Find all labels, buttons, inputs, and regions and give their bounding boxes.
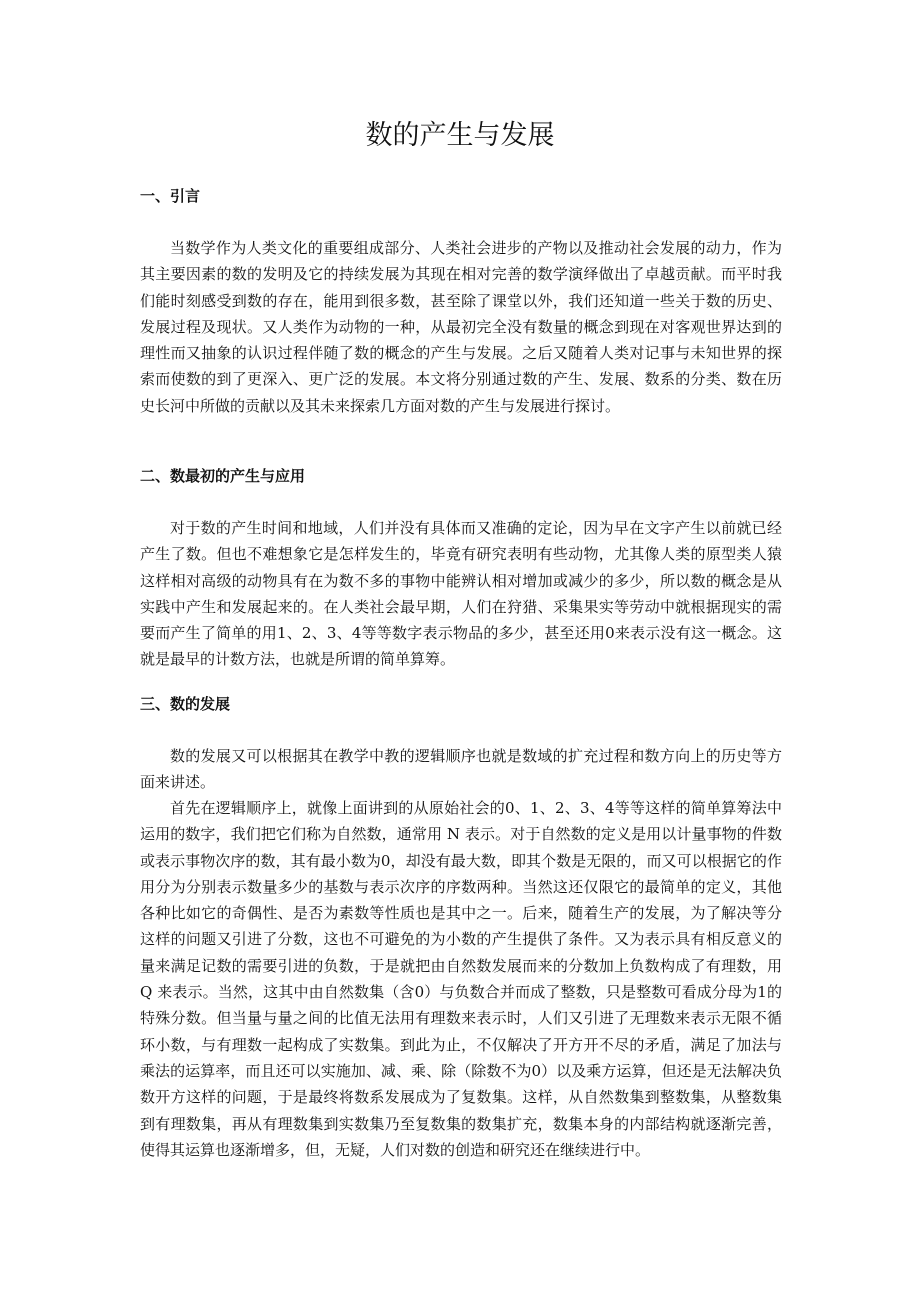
introduction-paragraph: 当数学作为人类文化的重要组成部分、人类社会进步的产物以及推动社会发展的动力，作为其主要因素的数的发明及它的持续发展为其现在相对完善的数学演绎做出了卓越贡献。而平时我们能时刻感受到数的存在，能用到很多数，甚至除了课堂以外，我们还知道一些关于数的历史、发展过程及现状。又人类作为动物的一种，从最初完全没有数量的概念到现在对客观世界达到的理性而又抽象的认识过程伴随了数的概念的产生与发展。之后又随着人类对记事与未知世界的探索而使数的到了更深入、更广泛的发展。本文将分别通过数的产生、发展、数系的分类、数在历史长河中所做的贡献以及其未来探索几方面对数的产生与发展进行探讨。 (140, 239, 782, 415)
development-paragraph-2: 首先在逻辑顺序上，就像上面讲到的从原始社会的0、1、2、3、4等等这样的简单算筹法中运用的数字，我们把它们称为自然数，通常用 N 表示。对于自然数的定义是用以计量事物的件数或表示事物次序的数，其有最小数为0，却没有最大数，即其个数是无限的，而又可以根据它的作用分为分别表示数量多少的基数与表示次序的序数两种。当然这还仅限它的最简单的定义，其他各种比如它的奇偶性、是否为素数等性质也是其中之一。后来，随着生产的发展，为了解决等分这样的问题又引进了分数，这也不可避免的为小数的产生提供了条件。又为表示具有相反意义的量来满足记数的需要引进的负数，于是就把由自然数发展而来的分数加上负数构成了有理数，用 Q 来表示。当然，这其中由自然数集（含0）与负数合并而成了整数，只是整数可看成分母为1的特殊分数。但当量与量之间的比值无法用有理数来表示时，人们又引进了无理数来表示无限不循环小数，与有理数一起构成了实数集。到此为止，不仅解决了开方开不尽的矛盾，满足了加法与乘法的运算率，而且还可以实施加、减、乘、除（除数不为0）以及乘方运算，但还是无法解决负数开方这样的问题，于是最终将数系发展成为了复数集。这样，从自然数集到整数集，从整数集到有理数集，再从有理数集到实数集乃至复数集的数集扩充，数集本身的内部结构就逐渐完善，使得其运算也逐渐增多，但，无疑，人们对数的创造和研究还在继续进行中。 (140, 799, 782, 1159)
document-title: 数的产生与发展 (365, 120, 555, 151)
section-heading-introduction: 一、引言 (140, 187, 201, 205)
origin-paragraph: 对于数的产生时间和地域，人们并没有具体而又准确的定论，因为早在文字产生以前就已经产生了数。但也不难想象它是怎样发生的，毕竟有研究表明有些动物，尤其像人类的原型类人猿这样相对高级的动物具有在为数不多的事物中能辨认相对增加或减少的多少，所以数的概念是从实践中产生和发展起来的。在人类社会最早期，人们在狩猎、采集果实等劳动中就根据现实的需要而产生了简单的用1、2、3、4等等数字表示物品的多少，甚至还用0来表示没有这一概念。这就是最早的计数方法，也就是所谓的简单算筹。 (140, 519, 782, 669)
development-paragraph-1: 数的发展又可以根据其在教学中教的逻辑顺序也就是数域的扩充过程和数方向上的历史等方面来讲述。 (140, 747, 782, 792)
section-heading-development: 三、数的发展 (140, 695, 231, 713)
section-heading-origin: 二、数最初的产生与应用 (140, 467, 306, 485)
